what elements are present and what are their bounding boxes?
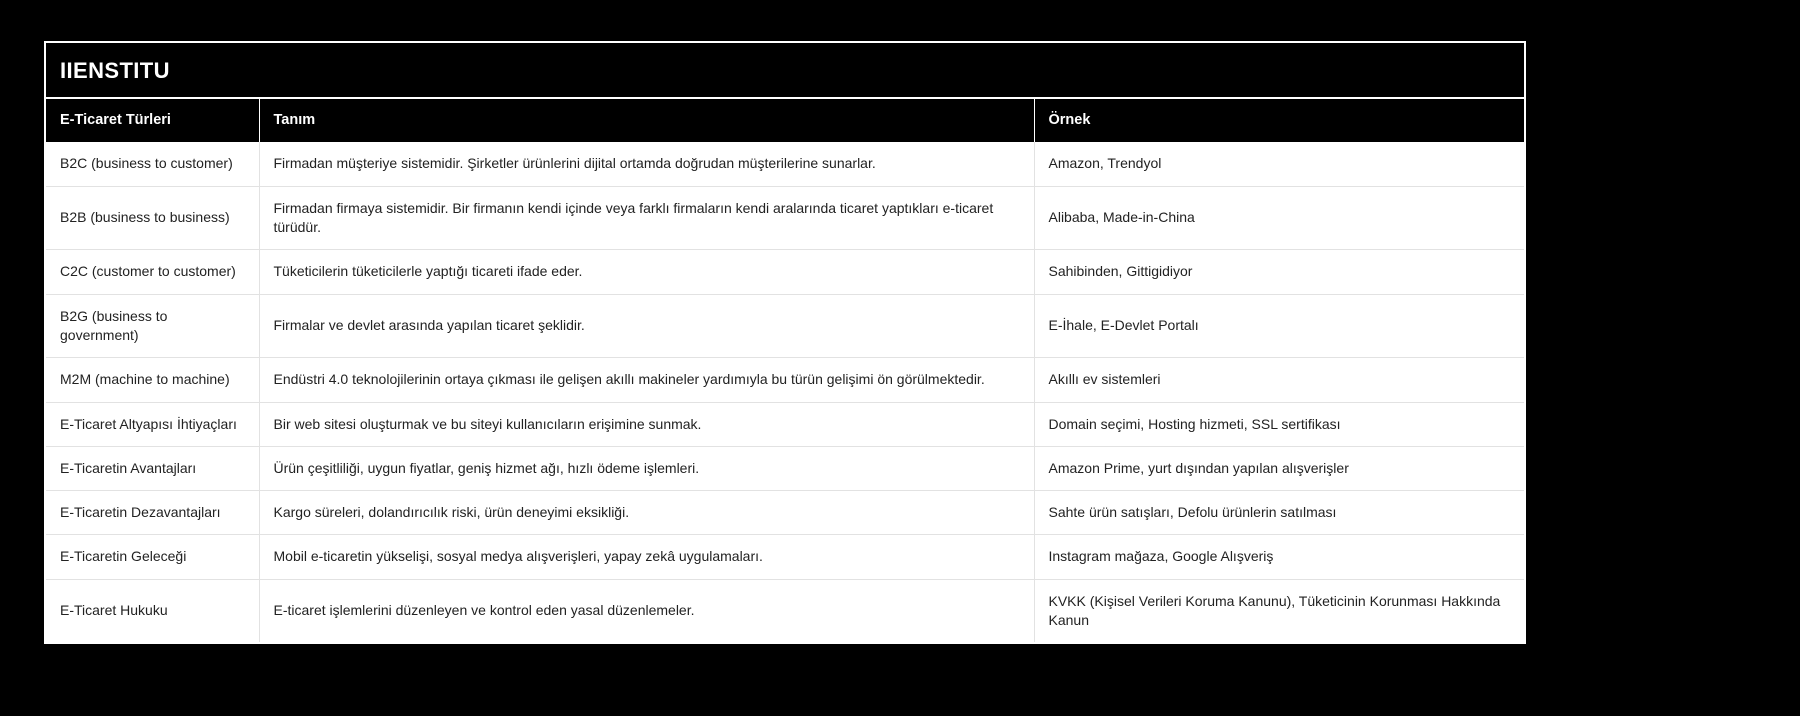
cell-type: E-Ticaret Hukuku <box>46 579 259 642</box>
ecommerce-types-table <box>46 99 1524 642</box>
cell-type: E-Ticaretin Dezavantajları <box>46 491 259 535</box>
brand-title: IIENSTITU <box>60 58 170 83</box>
column-header-definition: Tanım <box>259 99 1034 142</box>
cell-definition: Endüstri 4.0 teknolojilerinin ortaya çıkması ile gelişen akıllı makineler yardımıyla bu türün gelişimi ön görülmektedir. <box>259 358 1034 402</box>
table-row <box>46 142 1524 186</box>
cell-example: Alibaba, Made-in-China <box>1034 186 1524 250</box>
cell-definition: Ürün çeşitliliği, uygun fiyatlar, geniş hizmet ağı, hızlı ödeme işlemleri. <box>259 446 1034 490</box>
cell-definition: Bir web sitesi oluşturmak ve bu siteyi kullanıcıların erişimine sunmak. <box>259 402 1034 446</box>
cell-definition: Firmadan firmaya sistemidir. Bir firmanın kendi içinde veya farklı firmaların kendi aralarında ticaret yaptıkları e-ticaret türüdür. <box>259 186 1034 250</box>
cell-type: C2C (customer to customer) <box>46 250 259 294</box>
cell-example: KVKK (Kişisel Verileri Koruma Kanunu), Tüketicinin Korunması Hakkında Kanun <box>1034 579 1524 642</box>
cell-definition: Firmalar ve devlet arasında yapılan ticaret şeklidir. <box>259 294 1034 358</box>
cell-type: M2M (machine to machine) <box>46 358 259 402</box>
cell-type: E-Ticaret Altyapısı İhtiyaçları <box>46 402 259 446</box>
cell-definition: Kargo süreleri, dolandırıcılık riski, ürün deneyimi eksikliği. <box>259 491 1034 535</box>
brand-header <box>46 43 1524 99</box>
cell-example: E-İhale, E-Devlet Portalı <box>1034 294 1524 358</box>
column-header-example: Örnek <box>1034 99 1524 142</box>
cell-example: Sahibinden, Gittigidiyor <box>1034 250 1524 294</box>
table-row <box>46 535 1524 579</box>
cell-example: Domain seçimi, Hosting hizmeti, SSL sertifikası <box>1034 402 1524 446</box>
table-row <box>46 250 1524 294</box>
cell-definition: Tüketicilerin tüketicilerle yaptığı ticareti ifade eder. <box>259 250 1034 294</box>
cell-example: Akıllı ev sistemleri <box>1034 358 1524 402</box>
cell-type: E-Ticaretin Avantajları <box>46 446 259 490</box>
cell-type: B2C (business to customer) <box>46 142 259 186</box>
cell-example: Amazon, Trendyol <box>1034 142 1524 186</box>
table-card <box>44 41 1526 644</box>
table-row <box>46 294 1524 358</box>
cell-definition: E-ticaret işlemlerini düzenleyen ve kontrol eden yasal düzenlemeler. <box>259 579 1034 642</box>
table-row <box>46 579 1524 642</box>
table-body <box>46 142 1524 642</box>
table-row <box>46 358 1524 402</box>
cell-type: B2G (business to government) <box>46 294 259 358</box>
cell-example: Instagram mağaza, Google Alışveriş <box>1034 535 1524 579</box>
table-row <box>46 446 1524 490</box>
table-header-row-group <box>46 99 1524 142</box>
cell-type: E-Ticaretin Geleceği <box>46 535 259 579</box>
cell-definition: Mobil e-ticaretin yükselişi, sosyal medya alışverişleri, yapay zekâ uygulamaları. <box>259 535 1034 579</box>
column-header-type: E-Ticaret Türleri <box>46 99 259 142</box>
table-row <box>46 402 1524 446</box>
cell-example: Sahte ürün satışları, Defolu ürünlerin satılması <box>1034 491 1524 535</box>
table-row <box>46 186 1524 250</box>
table-row <box>46 491 1524 535</box>
cell-example: Amazon Prime, yurt dışından yapılan alışverişler <box>1034 446 1524 490</box>
table-header-row <box>46 99 1524 142</box>
cell-type: B2B (business to business) <box>46 186 259 250</box>
cell-definition: Firmadan müşteriye sistemidir. Şirketler ürünlerini dijital ortamda doğrudan müşterilerine sunarlar. <box>259 142 1034 186</box>
